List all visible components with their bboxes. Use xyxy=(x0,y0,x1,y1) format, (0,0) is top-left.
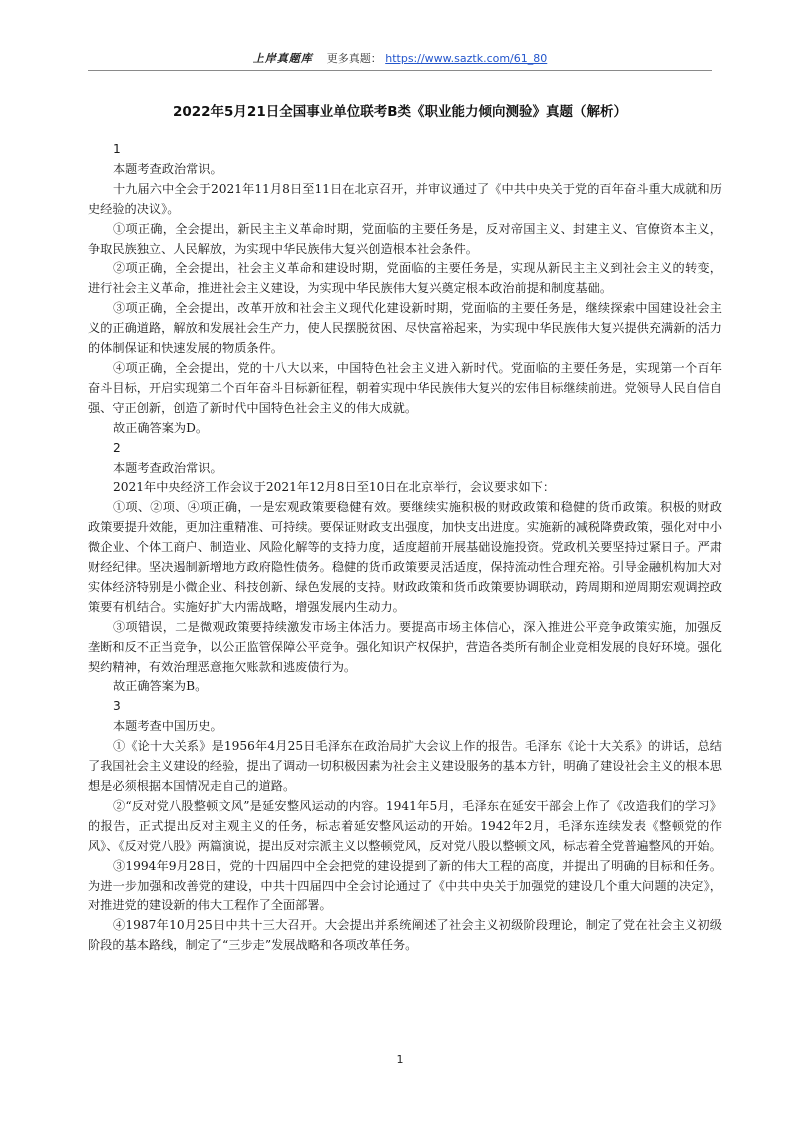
paragraph: 本题考查中国历史。 xyxy=(113,719,223,734)
page-header xyxy=(88,50,712,71)
paragraph: ①项、②项、④项正确，一是宏观政策要稳健有效。要继续实施积极的财政政策和稳健的货币政策。积极的财政政策要提升效能，更加注重精准、可持续。要保证财政支出强度，加快支出进度。实施新的减税降费政策，强化对中小微企业、个体工商户、制造业、风险化解等的支持力度，适度超前开展基础设施投资。党政机关要坚持过紧日子。严肃财经纪律。坚决遏制新增地方政府隐性债务。稳健的货币政策要灵活适度，保持流动性合理充裕。引导金融机构加大对实体经济特别是小微企业、科技创新、绿色发展的支持。财政政策和货币政策要协调联动，跨周期和逆周期宏观调控政策要有机结合。实施好扩大内需战略，增强发展内生动力。 xyxy=(88,500,722,614)
page-number: 1 xyxy=(396,1053,404,1066)
answer-line: 故正确答案为B。 xyxy=(113,679,208,694)
paragraph: ①项正确，全会提出，新民主主义革命时期，党面临的主要任务是，反对帝国主义、封建主义、官僚资本主义，争取民族独立、人民解放，为实现中华民族伟大复兴创造根本社会条件。 xyxy=(88,221,722,256)
paragraph: ①《论十大关系》是1956年4月25日毛泽东在政治局扩大会议上作的报告。毛泽东《论十大关系》的讲话，总结了我国社会主义建设的经验，提出了调动一切积极因素为社会主义建设服务的基本方针，明确了建设社会主义的根本思想是必须根据本国情况走自己的道路。 xyxy=(88,739,722,793)
paragraph: ③项正确，全会提出，改革开放和社会主义现代化建设新时期，党面临的主要任务是，继续探索中国建设社会主义的正确道路，解放和发展社会生产力，使人民摆脱贫困、尽快富裕起来，为实现中华民族伟大复兴提供充满新的活力的体制保证和快速发展的物质条件。 xyxy=(88,301,722,356)
question-number: 2 xyxy=(113,440,121,455)
question-number: 3 xyxy=(113,699,121,714)
question-number: 1 xyxy=(113,142,121,156)
paragraph: ③项错误，二是微观政策要持续激发市场主体活力。要提高市场主体信心，深入推进公平竞争政策实施，加强反垄断和反不正当竞争，以公正监管保障公平竞争。强化知识产权保护，营造各类所有制企业竞相发展的良好环境。强化契约精神，有效治理恶意拖欠账款和逃废债行为。 xyxy=(88,619,722,674)
paragraph: ④1987年10月25日中共十三大召开。大会提出并系统阐述了社会主义初级阶段理论，制定了党在社会主义初级阶段的基本路线，制定了“三步走”发展战略和各项改革任务。 xyxy=(88,918,722,953)
paragraph: 十九届六中全会于2021年11月8日至11日在北京召开，并审议通过了《中共中央关于党的百年奋斗重大成就和历史经验的决议》。 xyxy=(88,181,722,216)
answer-line: 故正确答案为D。 xyxy=(113,420,209,435)
header-link[interactable]: https://www.saztk.com/61_80 xyxy=(385,52,548,65)
document-body xyxy=(88,140,722,956)
paragraph: 本题考查政治常识。 xyxy=(113,161,223,176)
paragraph: ②“反对党八股整顿文风”是延安整风运动的内容。1941年5月，毛泽东在延安干部会上作了《改造我们的学习》的报告，正式提出反对主观主义的任务，标志着延安整风运动的开始。1942年2月，毛泽东连续发表《整顿党的作风》、《反对党八股》两篇演说，提出反对宗派主义以整顿党风，反对党八股以整顿文风，标志着全党普遍整风的开始。 xyxy=(88,798,722,853)
paragraph: 2021年中央经济工作会议于2021年12月8日至10日在北京举行，会议要求如下： xyxy=(113,480,556,495)
paragraph: ②项正确，全会提出，社会主义革命和建设时期，党面临的主要任务是，实现从新民主主义到社会主义的转变，进行社会主义革命，推进社会主义建设，为实现中华民族伟大复兴奠定根本政治前提和制度基础。 xyxy=(88,261,722,296)
paragraph: ③1994年9月28日，党的十四届四中全会把党的建设提到了新的伟大工程的高度，并提出了明确的目标和任务。为进一步加强和改善党的建设，中共十四届四中全会讨论通过了《中共中央关于加强党的建设几个重大问题的决定》，对推进党的建设新的伟大工程作了全面部署。 xyxy=(88,858,722,913)
paragraph: ④项正确，全会提出，党的十八大以来，中国特色社会主义进入新时代。党面临的主要任务是，实现第一个百年奋斗目标，开启实现第二个百年奋斗目标新征程，朝着实现中华民族伟大复兴的宏伟目标继续前进。党领导人民自信自强、守正创新，创造了新时代中国特色社会主义的伟大成就。 xyxy=(88,360,722,415)
document-title: 2022年5月21日全国事业单位联考B类《职业能力倾向测验》真题（解析） xyxy=(172,104,628,120)
header-label: 更多真题： xyxy=(326,52,382,65)
paragraph: 本题考查政治常识。 xyxy=(113,460,223,475)
header-brand: 上岸真题库 xyxy=(252,52,313,65)
